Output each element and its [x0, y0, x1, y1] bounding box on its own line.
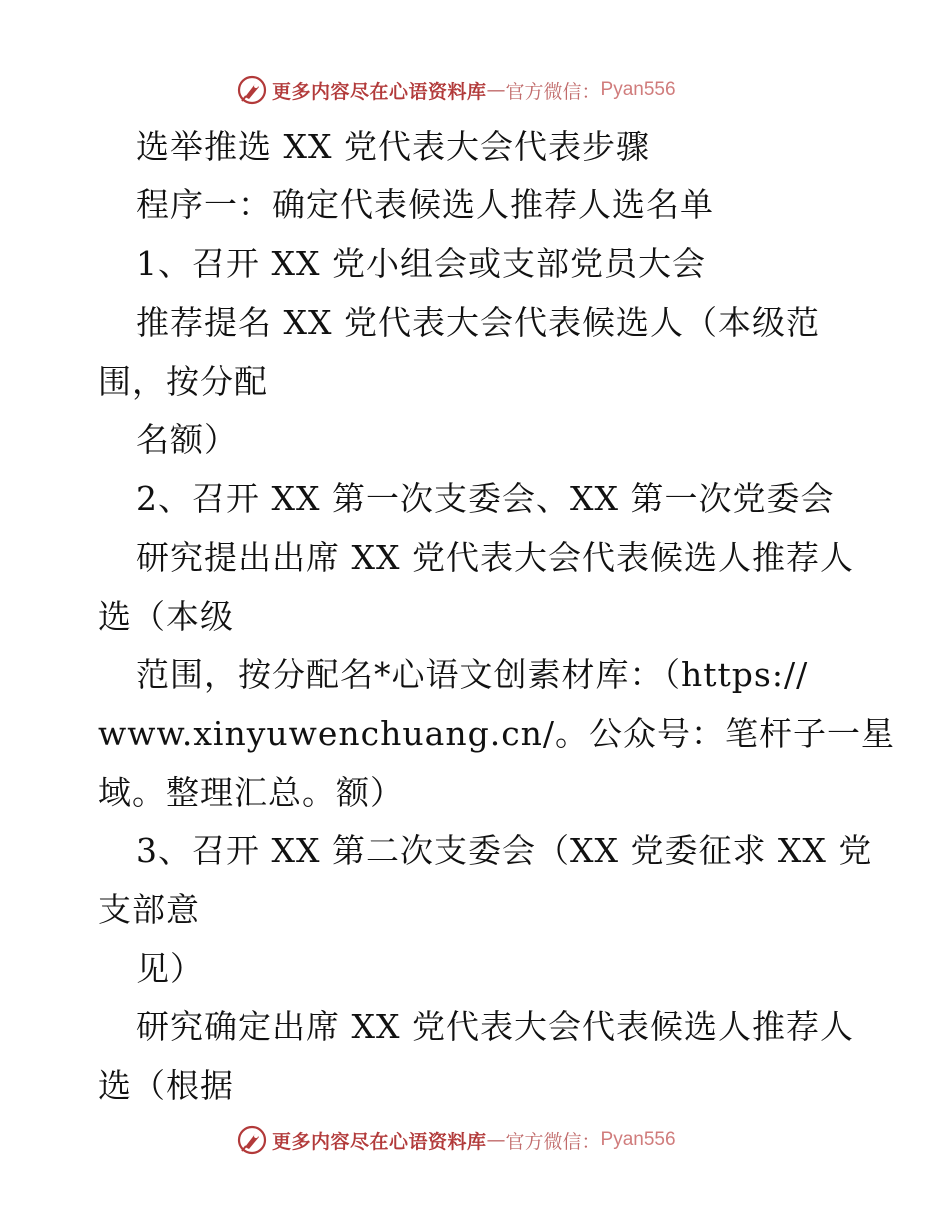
paragraph-line: 围，按分配 [98, 362, 268, 401]
paragraph-line: 研究确定出席 XX 党代表大会代表候选人推荐人 [136, 1007, 854, 1046]
watermark-wechat-id: Pyan556 [600, 1129, 676, 1150]
pen-nib-logo-icon [236, 74, 268, 106]
document-title: 选举推选 XX 党代表大会代表步骤 [136, 127, 650, 166]
paragraph-line: 3、召开 XX 第二次支委会（XX 党委征求 XX 党 [136, 831, 873, 870]
footer-watermark-banner [236, 1122, 676, 1158]
watermark-wechat-id: Pyan556 [600, 79, 676, 100]
watermark-dash: — [486, 1129, 506, 1151]
paragraph-line: www.xinyuwenchuang.cn/。公众号：笔杆子一星 [98, 714, 896, 753]
paragraph-line: 选（本级 [98, 597, 234, 636]
paragraph-line: 程序一：确定代表候选人推荐人选名单 [136, 185, 714, 224]
paragraph-line: 支部意 [98, 890, 200, 929]
watermark-wechat-label: 官方微信： [505, 80, 601, 103]
watermark-promo-text: 更多内容尽在心语资料库 [272, 80, 487, 103]
paragraph-line: 2、召开 XX 第一次支委会、XX 第一次党委会 [136, 479, 835, 518]
pen-nib-logo-icon [236, 1124, 268, 1156]
watermark-promo-text: 更多内容尽在心语资料库 [272, 1130, 487, 1153]
header-watermark-banner [236, 72, 676, 108]
paragraph-line: 选（根据 [98, 1066, 234, 1105]
paragraph-line: 域。整理汇总。额） [98, 773, 404, 812]
paragraph-line: 范围，按分配名*心语文创素材库：（https:// [136, 655, 809, 694]
paragraph-line: 1、召开 XX 党小组会或支部党员大会 [136, 244, 706, 283]
paragraph-line: 名额） [136, 420, 238, 459]
watermark-wechat-label: 官方微信： [505, 1130, 601, 1153]
watermark-dash: — [486, 79, 506, 101]
paragraph-line: 推荐提名 XX 党代表大会代表候选人（本级范 [136, 303, 820, 342]
paragraph-line: 研究提出出席 XX 党代表大会代表候选人推荐人 [136, 538, 854, 577]
paragraph-line: 见） [136, 949, 204, 988]
